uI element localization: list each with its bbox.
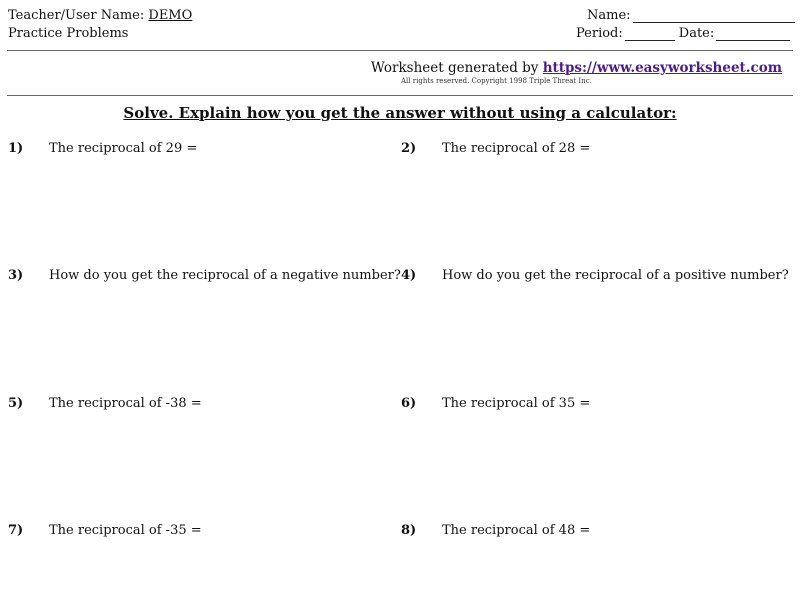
question-number: 3) — [8, 268, 24, 283]
worksheet-subtitle: Practice Problems — [8, 26, 129, 41]
student-name-row — [587, 8, 795, 23]
question-text: The reciprocal of 29 = — [49, 141, 198, 156]
date-blank-line[interactable] — [716, 26, 790, 41]
question-text: How do you get the reciprocal of a negative number? — [49, 268, 401, 283]
teacher-value: DEMO — [148, 8, 193, 23]
question-number: 5) — [8, 396, 24, 411]
period-date-row — [576, 26, 790, 41]
teacher-label: Teacher/User Name: — [8, 8, 145, 23]
date-label: Date: — [678, 26, 715, 41]
header-divider — [7, 50, 793, 51]
question-number: 6) — [401, 396, 417, 411]
question-number: 7) — [8, 523, 24, 538]
teacher-name-row — [8, 8, 192, 23]
instruction-heading: Solve. Explain how you get the answer without using a calculator: — [123, 104, 677, 122]
section-divider — [7, 95, 793, 96]
question-number: 8) — [401, 523, 417, 538]
question-text: The reciprocal of -35 = — [49, 523, 202, 538]
question-number: 2) — [401, 141, 417, 156]
question-number: 4) — [401, 268, 417, 283]
question-text: The reciprocal of 28 = — [442, 141, 591, 156]
name-label: Name: — [587, 8, 631, 23]
copyright-notice: All rights reserved. Copyright 1998 Triple Threat Inc. — [401, 77, 592, 85]
generated-label: Worksheet generated by — [370, 60, 539, 76]
question-text: The reciprocal of -38 = — [49, 396, 202, 411]
question-text: The reciprocal of 35 = — [442, 396, 591, 411]
name-blank-line[interactable] — [633, 8, 795, 23]
website-link[interactable]: https://www.easyworksheet.com — [542, 60, 782, 76]
question-number: 1) — [8, 141, 24, 156]
question-text: How do you get the reciprocal of a positive number? — [442, 268, 789, 283]
generated-by — [371, 60, 782, 76]
period-blank-line[interactable] — [625, 26, 675, 41]
period-label: Period: — [576, 26, 623, 41]
question-text: The reciprocal of 48 = — [442, 523, 591, 538]
